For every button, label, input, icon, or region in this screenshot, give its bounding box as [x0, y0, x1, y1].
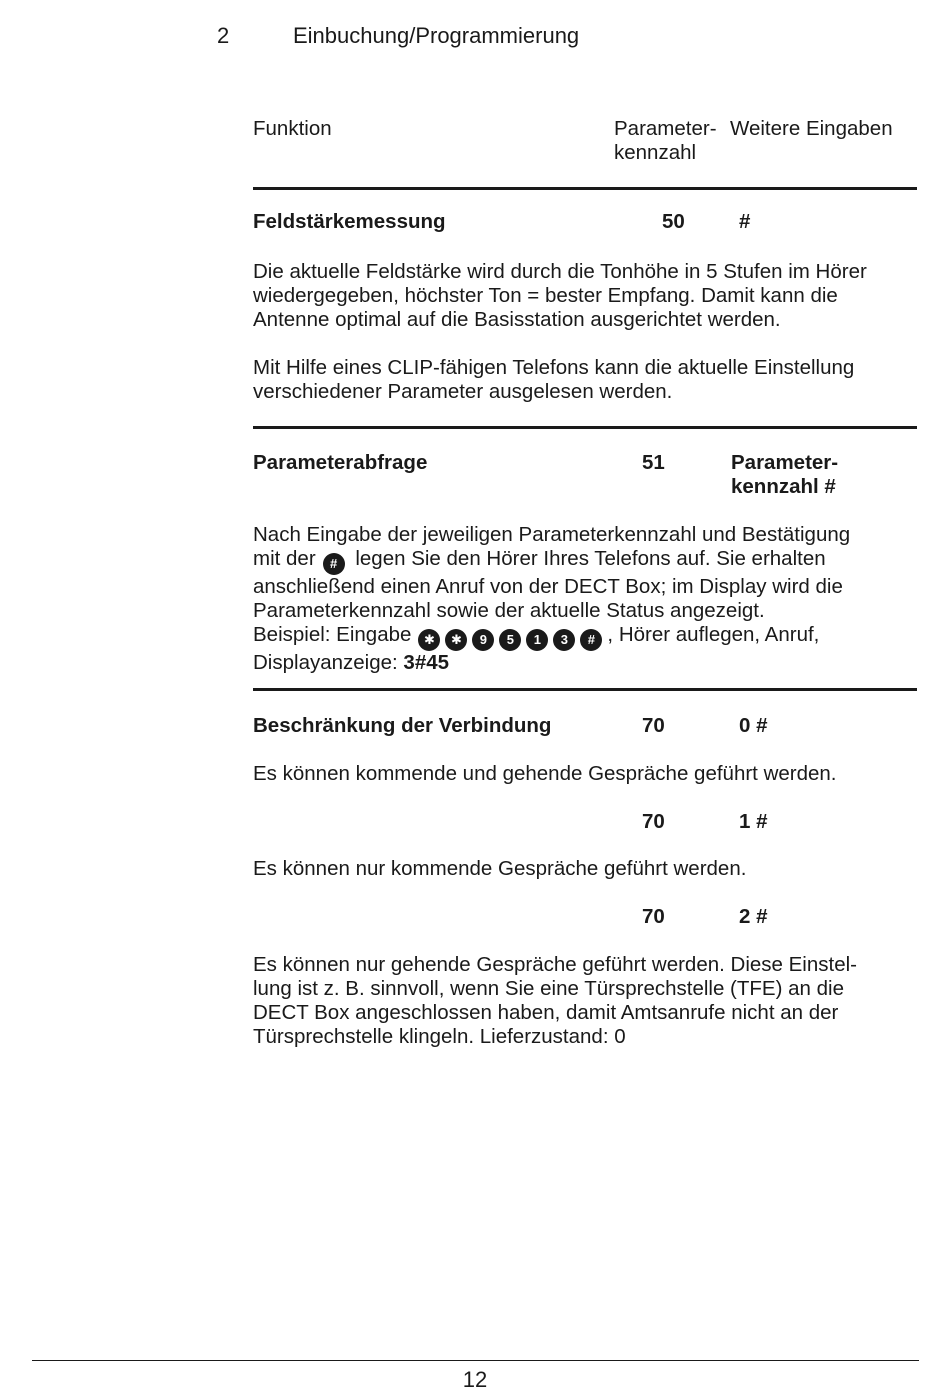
- param-code-70: 70: [642, 810, 665, 833]
- column-header-param-code: [614, 117, 717, 165]
- further-input-1-hash: 1 #: [739, 810, 768, 833]
- param-code-50: 50: [662, 210, 685, 233]
- divider: [253, 688, 917, 691]
- clip-description: [253, 356, 913, 404]
- display-line: [253, 651, 913, 675]
- text-line: Die aktuelle Feldstärke wird durch die Tonhöhe in 5 Stufen im Hörer: [253, 260, 867, 283]
- field-strength-description: [253, 260, 913, 332]
- further-input-line1: Parameter-: [731, 451, 839, 474]
- text-line: Es können nur gehende Gespräche geführt werden. Diese Einstel-: [253, 953, 857, 976]
- param-code-70: 70: [642, 714, 665, 737]
- text-line: verschiedener Parameter ausgelesen werden.: [253, 380, 673, 403]
- param-code-51: 51: [642, 451, 665, 474]
- text-line: DECT Box angeschlossen haben, damit Amtsanrufe nicht an der: [253, 1001, 839, 1024]
- text-line: Antenne optimal auf die Basisstation ausgerichtet werden.: [253, 308, 781, 331]
- text-line: lung ist z. B. sinnvoll, wenn Sie eine Türsprechstelle (TFE) an die: [253, 977, 844, 1000]
- text-fragment: legen Sie den Hörer Ihres Telefons auf. Sie erhalten: [349, 547, 826, 570]
- further-input-param-code: [731, 451, 838, 499]
- section-title-field-strength: Feldstärkemessung: [253, 210, 446, 233]
- star-key-icon: ✱: [445, 629, 467, 651]
- parameter-query-description: [253, 523, 913, 675]
- further-input-2-hash: 2 #: [739, 905, 768, 928]
- param-code-70: 70: [642, 905, 665, 928]
- display-label: Displayanzeige:: [253, 651, 404, 674]
- text-line: [253, 547, 913, 575]
- restriction-text-1: Es können nur kommende Gespräche geführt werden.: [253, 857, 747, 880]
- restriction-text-2: [253, 953, 913, 1049]
- chapter-number: 2: [217, 23, 230, 48]
- digit-1-key-icon: 1: [526, 629, 548, 651]
- example-line: [253, 623, 913, 651]
- example-label: Beispiel: Eingabe: [253, 623, 412, 646]
- divider: [253, 426, 917, 429]
- section-title-connection-restriction: Beschränkung der Verbindung: [253, 714, 552, 737]
- text-line: Mit Hilfe eines CLIP-fähigen Telefons kann die aktuelle Einstellung: [253, 356, 855, 379]
- chapter-title: Einbuchung/Programmierung: [293, 23, 580, 48]
- restriction-text-0: Es können kommende und gehende Gespräche geführt werden.: [253, 762, 837, 785]
- further-input-0-hash: 0 #: [739, 714, 768, 737]
- page-number: 12: [462, 1367, 488, 1392]
- column-header-function: Funktion: [253, 117, 332, 140]
- text-line: Parameterkennzahl sowie der aktuelle Status angezeigt.: [253, 599, 765, 622]
- further-input-hash: #: [739, 210, 751, 233]
- text-line: Nach Eingabe der jeweiligen Parameterkennzahl und Bestätigung: [253, 523, 851, 546]
- text-fragment: mit der: [253, 547, 316, 570]
- footer-rule: [32, 1360, 919, 1361]
- column-header-further-inputs: Weitere Eingaben: [730, 117, 893, 140]
- text-line: wiedergegeben, höchster Ton = bester Empfang. Damit kann die: [253, 284, 838, 307]
- text-line: Türsprechstelle klingeln. Lieferzustand: 0: [253, 1025, 626, 1048]
- column-header-param-code-line1: Parameter-: [614, 117, 717, 140]
- column-header-param-code-line2: kennzahl: [614, 141, 697, 164]
- hash-key-icon: #: [580, 629, 602, 651]
- star-key-icon: ✱: [418, 629, 440, 651]
- digit-5-key-icon: 5: [499, 629, 521, 651]
- text-line: anschließend einen Anruf von der DECT Box; im Display wird die: [253, 575, 843, 598]
- divider: [253, 187, 917, 190]
- example-post-text: , Hörer auflegen, Anruf,: [607, 623, 820, 646]
- hash-key-icon: #: [323, 553, 345, 575]
- digit-3-key-icon: 3: [553, 629, 575, 651]
- further-input-line2: kennzahl #: [731, 475, 836, 498]
- digit-9-key-icon: 9: [472, 629, 494, 651]
- section-title-parameter-query: Parameterabfrage: [253, 451, 428, 474]
- display-value: 3#45: [403, 651, 450, 674]
